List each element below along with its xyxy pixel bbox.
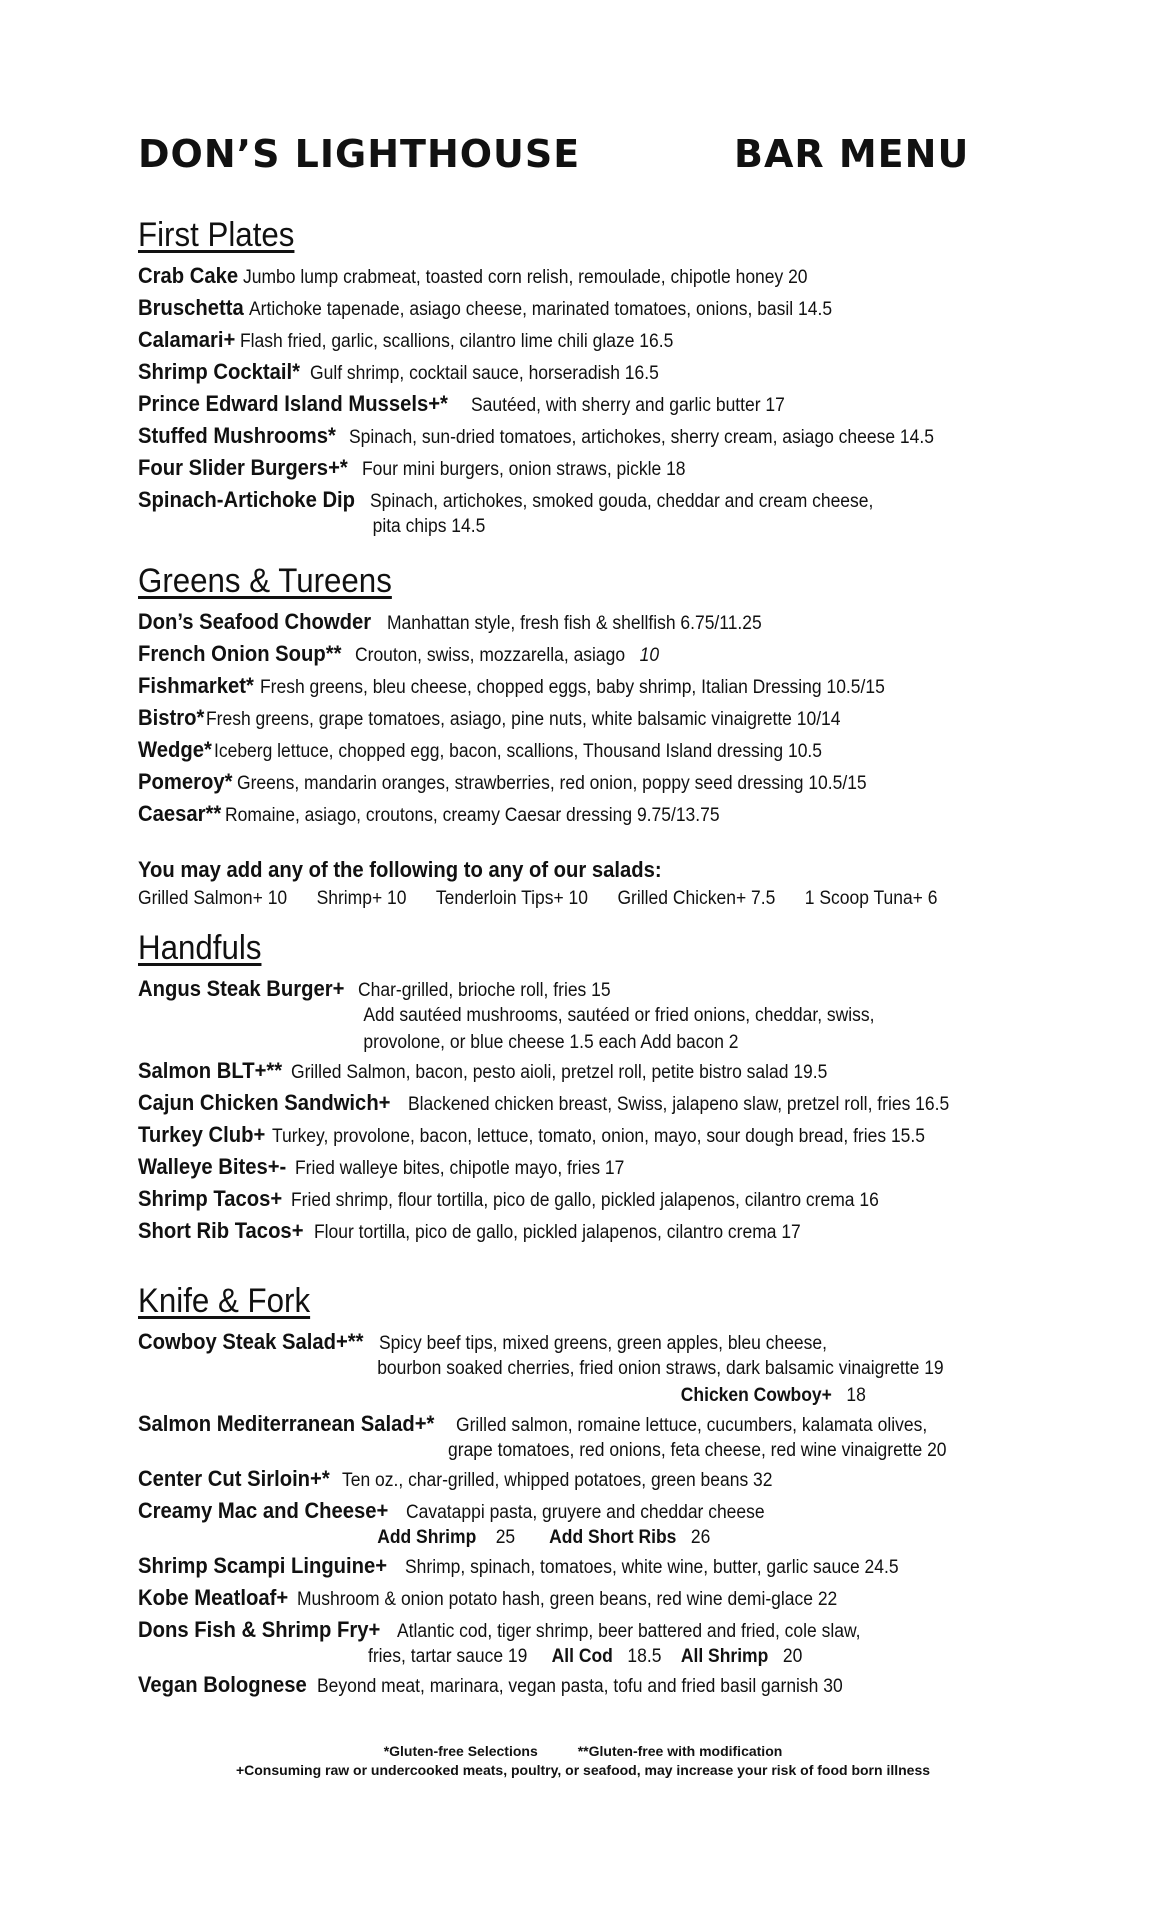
menu-item: Bistro*Fresh greens, grape tomatoes, asiago, pine nuts, white balsamic vinaigrette 10/14 [138, 705, 841, 730]
item-continuation: bourbon soaked cherries, fried onion straws, dark balsamic vinaigrette 19 [377, 1358, 944, 1379]
menu-item: Dons Fish & Shrimp Fry+ Atlantic cod, tiger shrimp, beer battered and fried, cole slaw, [138, 1617, 861, 1642]
section-first-plates [138, 216, 1038, 540]
section-handfuls [138, 929, 1038, 1248]
menu-item: Shrimp Tacos+ Fried shrimp, flour tortilla, pico de gallo, pickled jalapenos, cilantro crema 16 [138, 1186, 879, 1211]
menu-item: Cowboy Steak Salad+** Spicy beef tips, mixed greens, green apples, bleu cheese, [138, 1329, 828, 1354]
addon-item: Grilled Chicken+ 7.5 [617, 888, 776, 909]
menu-item: Salmon Mediterranean Salad+* Grilled salmon, romaine lettuce, cucumbers, kalamata olives, [138, 1411, 928, 1436]
addon-item: 1 Scoop Tuna+ 6 [804, 888, 938, 909]
menu-item: Pomeroy* Greens, mandarin oranges, strawberries, red onion, poppy seed dressing 10.5/15 [138, 769, 867, 794]
menu-item: Caesar** Romaine, asiago, croutons, creamy Caesar dressing 9.75/13.75 [138, 801, 720, 826]
menu-item: Vegan Bolognese Beyond meat, marinara, vegan pasta, tofu and fried basil garnish 30 [138, 1672, 844, 1697]
menu-item: Walleye Bites+- Fried walleye bites, chipotle mayo, fries 17 [138, 1154, 625, 1179]
restaurant-name: DON’S LIGHTHOUSE [138, 132, 581, 176]
item-continuation: provolone, or blue cheese 1.5 each Add bacon 2 [363, 1032, 739, 1053]
section-title: Handfuls [138, 929, 262, 967]
item-continuation: Add sautéed mushrooms, sautéed or fried onions, cheddar, swiss, [363, 1005, 875, 1026]
menu-item: Calamari+ Flash fried, garlic, scallions, cilantro lime chili glaze 16.5 [138, 327, 674, 352]
menu-item: Kobe Meatloaf+ Mushroom & onion potato hash, green beans, red wine demi-glace 22 [138, 1585, 838, 1610]
item-continuation: pita chips 14.5 [372, 516, 486, 537]
menu-item: Spinach-Artichoke Dip Spinach, artichokes, smoked gouda, cheddar and cream cheese, [138, 487, 874, 512]
menu-item: Cajun Chicken Sandwich+ Blackened chicken breast, Swiss, jalapeno slaw, pretzel roll, fries 16.5 [138, 1090, 950, 1115]
menu-item: Four Slider Burgers+* Four mini burgers, onion straws, pickle 18 [138, 455, 686, 480]
section-greens-tureens [138, 562, 1038, 913]
menu-header [138, 132, 1038, 188]
item-add-options: fries, tartar sauce 19 All Cod 18.5 All Shrimp 20 [368, 1646, 803, 1667]
menu-item: Short Rib Tacos+ Flour tortilla, pico de gallo, pickled jalapenos, cilantro crema 17 [138, 1218, 801, 1243]
menu-item: Creamy Mac and Cheese+ Cavatappi pasta, gruyere and cheddar cheese [138, 1498, 765, 1523]
menu-item: Salmon BLT+** Grilled Salmon, bacon, pesto aioli, pretzel roll, petite bistro salad 19.5 [138, 1058, 828, 1083]
menu-item: Prince Edward Island Mussels+* Sautéed, with sherry and garlic butter 17 [138, 391, 785, 416]
menu-page [138, 132, 1038, 1702]
food-safety-warning: +Consuming raw or undercooked meats, poultry, or seafood, may increase your risk of food born illness [235, 1762, 931, 1778]
menu-item: Center Cut Sirloin+* Ten oz., char-grilled, whipped potatoes, green beans 32 [138, 1466, 773, 1491]
section-title: First Plates [138, 216, 295, 254]
gluten-free-legend: *Gluten-free Selections **Gluten-free with modification [383, 1743, 783, 1759]
menu-item: Wedge* Iceberg lettuce, chopped egg, bacon, scallions, Thousand Island dressing 10.5 [138, 737, 823, 762]
menu-item: Shrimp Scampi Linguine+ Shrimp, spinach, tomatoes, white wine, butter, garlic sauce 24.5 [138, 1553, 899, 1578]
salad-addon-heading: You may add any of the following to any of our salads: [138, 857, 662, 882]
menu-item: Stuffed Mushrooms* Spinach, sun-dried tomatoes, artichokes, sherry cream, asiago cheese 14.5 [138, 423, 935, 448]
item-continuation: grape tomatoes, red onions, feta cheese, red wine vinaigrette 20 [448, 1440, 947, 1461]
menu-item: Crab Cake Jumbo lump crabmeat, toasted corn relish, remoulade, chipotle honey 20 [138, 263, 808, 288]
menu-footer [0, 1742, 1166, 1780]
addon-item: Grilled Salmon+ 10 [138, 888, 288, 909]
menu-title: BAR MENU [734, 132, 970, 176]
menu-item: Angus Steak Burger+ Char-grilled, brioche roll, fries 15 [138, 976, 611, 1001]
menu-item: Turkey Club+ Turkey, provolone, bacon, lettuce, tomato, onion, mayo, sour dough bread, fries 15.5 [138, 1122, 926, 1147]
item-add-options: Add Shrimp 25 Add Short Ribs 26 [377, 1527, 711, 1548]
salad-addon-list [138, 885, 966, 913]
menu-item: Shrimp Cocktail* Gulf shrimp, cocktail sauce, horseradish 16.5 [138, 359, 659, 384]
menu-item: Bruschetta Artichoke tapenade, asiago cheese, marinated tomatoes, onions, basil 14.5 [138, 295, 832, 320]
item-sub-option: Chicken Cowboy+ 18 [680, 1385, 866, 1406]
menu-item: Fishmarket* Fresh greens, bleu cheese, chopped eggs, baby shrimp, Italian Dressing 10.5/15 [138, 673, 885, 698]
addon-item: Shrimp+ 10 [316, 888, 407, 909]
section-title: Knife & Fork [138, 1282, 311, 1320]
section-title: Greens & Tureens [138, 562, 392, 600]
menu-item: Don’s Seafood Chowder Manhattan style, fresh fish & shellfish 6.75/11.25 [138, 609, 763, 634]
addon-item: Tenderloin Tips+ 10 [435, 888, 589, 909]
menu-item: French Onion Soup** Crouton, swiss, mozzarella, asiago 10 [138, 641, 660, 666]
section-knife-fork [138, 1282, 1038, 1702]
